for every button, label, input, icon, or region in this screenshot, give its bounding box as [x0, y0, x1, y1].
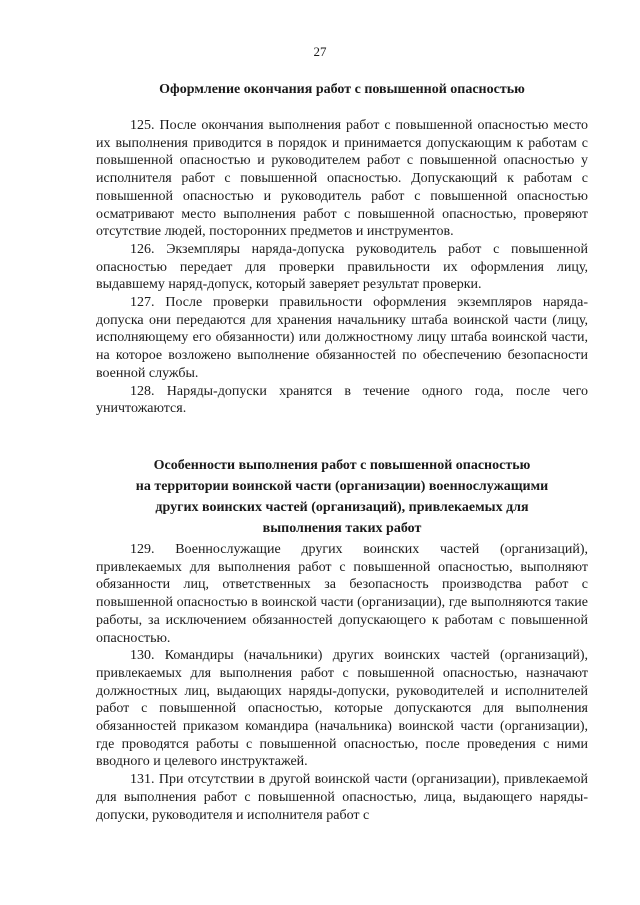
paragraph-130: 130. Командиры (начальники) других воинских частей (организаций), привлекаемых для выполнения работ с повышенной опасностью, назначают должностных лиц, выдающих наряды-допуски, руководителей и исполнителей работ с повышенной опасностью, которые допускаются для выполнения обязанностей приказом командира (начальника) воинской части (организации), где проводятся работы с повышенной опасностью, после проведения с ними вводного и целевого инструктажей. [96, 648, 588, 770]
paragraph-131: 131. При отсутствии в другой воинской части (организации), привлекаемой для выполнения работ с повышенной опасностью, лица, выдающего наряды-допуски, руководителя и исполнителя работ с [96, 772, 588, 823]
paragraph-127: 127. После проверки правильности оформления экземпляров наряда-допуска они передаются для хранения начальнику штаба воинской части (лицу, исполняющему его обязанности) или должностному лицу штаба воинской части, на которое возложено выполнение обязанностей по обеспечению безопасности военной службы. [96, 295, 588, 381]
paragraph-128: 128. Наряды-допуски хранятся в течение одного года, после чего уничтожаются. [96, 383, 588, 417]
paragraph-125: 125. После окончания выполнения работ с повышенной опасностью место их выполнения приводится в порядок и принимается допускающим к работам с повышенной опасностью и руководителем работ с повышенной опасностью у исполнителя работ с повышенной опасностью. Допускающий к работам с повышенной опасностью и руководитель работ с повышенной опасностью осматривают место выполнения работ с повышенной опасностью, проверяют отсутствие людей, посторонних предметов и инструментов. [96, 118, 588, 240]
section-other-units-body [96, 541, 588, 824]
section-heading-completion: Оформление окончания работ с повышенной опасностью [159, 82, 525, 97]
paragraph-129: 129. Военнослужащие других воинских частей (организаций), привлекаемых для выполнения работ с повышенной опасностью, выполняют обязанности лиц, ответственных за безопасность производства работ с повышенной опасностью в воинской части (организации), где выполняются такие работы, за исключением обязанностей допускающего к работам с повышенной опасностью. [96, 542, 588, 646]
section-completion-body [96, 117, 588, 418]
heading-line: на территории воинской части (организации) военнослужащими [135, 479, 549, 494]
heading-line: других воинских частей (организаций), привлекаемых для [155, 500, 529, 515]
heading-line: выполнения таких работ [262, 521, 422, 536]
section-heading-other-units [92, 455, 592, 539]
heading-line: Особенности выполнения работ с повышенной опасностью [153, 458, 531, 473]
page-number: 27 [313, 44, 327, 59]
paragraph-126: 126. Экземпляры наряда-допуска руководитель работ с повышенной опасностью передает для проверки правильности их оформления лицу, выдавшему наряд-допуск, который заверяет результат проверки. [96, 241, 588, 293]
